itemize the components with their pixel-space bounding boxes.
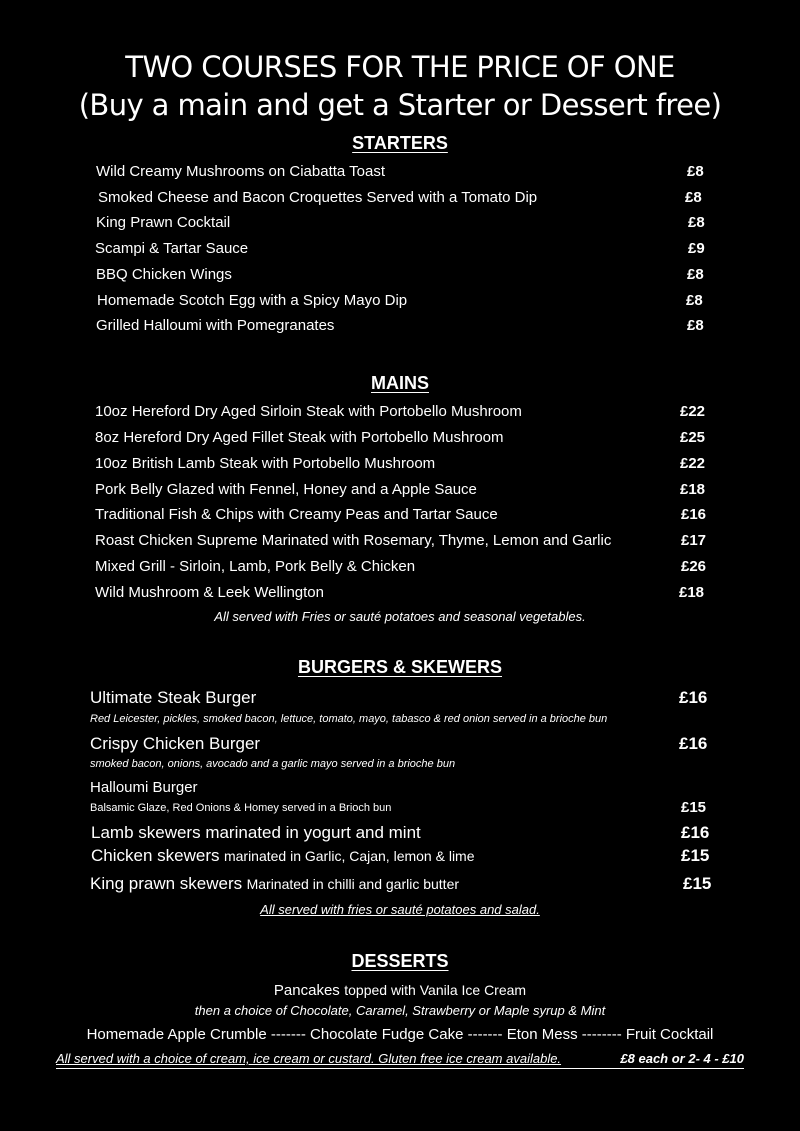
- menu-item-price: £8: [687, 317, 704, 334]
- menu-item-price: £25: [680, 429, 706, 446]
- menu-item-price: £8: [687, 266, 704, 283]
- menu-item-name: Crispy Chicken Burger: [90, 734, 261, 753]
- menu-item-name: 10oz British Lamb Steak with Portobello Mushroom: [95, 455, 436, 472]
- menu-item-name: Ultimate Steak Burger: [90, 688, 257, 707]
- menu-item-price: £16: [681, 506, 707, 523]
- menu-item-name: King Prawn Cocktail: [96, 214, 231, 231]
- menu-item-price: £8: [686, 292, 703, 309]
- menu-item-name: Wild Creamy Mushrooms on Ciabatta Toast: [96, 163, 385, 180]
- pancakes-desc: topped with Vanila Ice Cream: [344, 982, 527, 998]
- menu-item-price: £15: [681, 846, 710, 865]
- menu-item-price: £22: [680, 403, 706, 420]
- mains-note: All served with Fries or sauté potatoes and seasonal vegetables.: [214, 609, 586, 624]
- menu-item-price: £22: [680, 455, 706, 472]
- menu-item-price: £16: [681, 823, 710, 842]
- desserts-footer: [56, 1051, 744, 1069]
- pancakes-name: Pancakes: [273, 982, 340, 999]
- desserts-price: £8 each or 2- 4 - £10: [620, 1051, 744, 1066]
- menu-item-name: 10oz Hereford Dry Aged Sirloin Steak with Portobello Mushroom: [95, 403, 522, 420]
- menu-item-price: £16: [679, 688, 708, 707]
- menu-item-name: Halloumi Burger: [90, 779, 198, 796]
- menu-item-name: BBQ Chicken Wings: [96, 266, 232, 283]
- menu-item-price: £16: [679, 734, 708, 753]
- menu-item-price: £18: [680, 481, 706, 498]
- section-heading-burgers: BURGERS & SKEWERS: [297, 657, 503, 677]
- menu-item-desc: Balsamic Glaze, Red Onions & Homey served in a Brioch bun: [90, 802, 392, 814]
- menu-item-name: Traditional Fish & Chips with Creamy Peas and Tartar Sauce: [95, 506, 498, 523]
- pancakes-choice: then a choice of Chocolate, Caramel, Strawberry or Maple syrup & Mint: [194, 1003, 606, 1018]
- menu-item-name: Homemade Scotch Egg with a Spicy Mayo Dip: [97, 292, 408, 309]
- section-heading-starters: STARTERS: [352, 133, 448, 153]
- menu-item-name: Smoked Cheese and Bacon Croquettes Served with a Tomato Dip: [98, 189, 538, 206]
- menu-item-desc: Marinated in chilli and garlic butter: [246, 876, 460, 892]
- section-heading-desserts: DESSERTS: [351, 951, 449, 971]
- page-subtitle: (Buy a main and get a Starter or Dessert free): [78, 88, 722, 122]
- menu-item-price: £8: [685, 189, 702, 206]
- menu-item-name: Mixed Grill - Sirloin, Lamb, Pork Belly & Chicken: [95, 558, 416, 575]
- burgers-note: All served with fries or sauté potatoes and salad.: [260, 902, 540, 917]
- section-heading-mains: MAINS: [371, 373, 429, 393]
- menu-item-name: Wild Mushroom & Leek Wellington: [95, 584, 324, 601]
- menu-item-price: £15: [683, 874, 712, 893]
- menu-item-name: King prawn skewers: [90, 874, 243, 893]
- menu-item-name: Chicken skewers: [91, 846, 220, 865]
- page-title: TWO COURSES FOR THE PRICE OF ONE: [125, 50, 675, 84]
- menu-item-price: £8: [688, 214, 705, 231]
- menu-item-name: Pork Belly Glazed with Fennel, Honey and a Apple Sauce: [95, 481, 477, 498]
- menu-item-name: Roast Chicken Supreme Marinated with Rosemary, Thyme, Lemon and Garlic: [95, 532, 612, 549]
- menu-item-name: Grilled Halloumi with Pomegranates: [96, 317, 335, 334]
- menu-item-name: 8oz Hereford Dry Aged Fillet Steak with Portobello Mushroom: [95, 429, 504, 446]
- desserts-note: All served with a choice of cream, ice cream or custard. Gluten free ice cream available.: [56, 1051, 562, 1066]
- menu-item-price: £18: [679, 584, 705, 601]
- menu-item-price: £9: [688, 240, 705, 257]
- menu-item-desc: smoked bacon, onions, avocado and a garlic mayo served in a brioche bun: [90, 758, 456, 770]
- menu-item-desc: marinated in Garlic, Cajan, lemon & lime: [223, 848, 475, 864]
- menu-item-line: [90, 874, 459, 894]
- menu-item-price: £17: [681, 532, 707, 549]
- menu-item-desc: Red Leicester, pickles, smoked bacon, lettuce, tomato, mayo, tabasco & red onion served in a brioche bun: [90, 713, 608, 725]
- menu-item-price: £8: [687, 163, 704, 180]
- pancakes-line: [0, 982, 800, 1000]
- menu-item-name: Scampi & Tartar Sauce: [95, 240, 249, 257]
- menu-item-price: £26: [681, 558, 707, 575]
- menu-item-price: £15: [681, 799, 707, 816]
- menu-item-name: Lamb skewers marinated in yogurt and mint: [91, 823, 421, 842]
- dessert-options: Homemade Apple Crumble ------- Chocolate Fudge Cake ------- Eton Mess -------- Fruit Cocktail: [86, 1026, 714, 1043]
- menu-item-line: [91, 846, 475, 866]
